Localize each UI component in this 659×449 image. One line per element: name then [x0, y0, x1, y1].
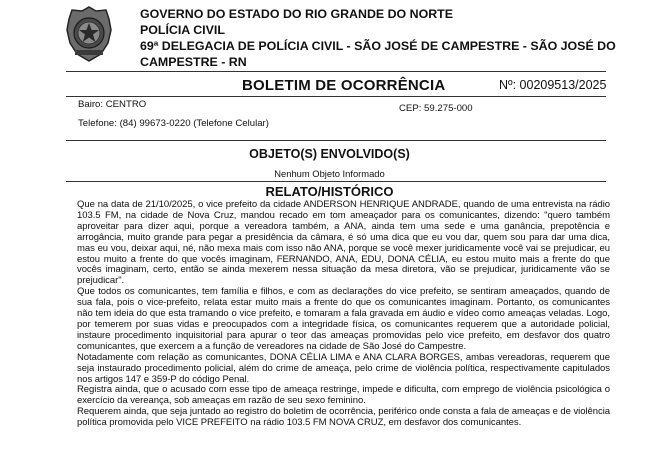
divider — [66, 71, 606, 72]
header-police: POLÍCIA CIVIL — [140, 23, 225, 37]
relato-paragraph: Registra ainda, que o acusado com esse tipo de ameaça restringe, impede e dificulta, com emprego de violência psicológica o exercício da vereança, sob ameaças em razão de seu sexo feminino. — [77, 384, 610, 407]
boletim-title: BOLETIM DE OCORRÊNCIA — [242, 77, 446, 94]
relato-paragraph: Que na data de 21/10/2025, o vice prefeito da cidade ANDERSON HENRIQUE ANDRADE, quando de uma entrevista na rádio 103.5 FM, na cidade de Nova Cruz, mandou recado em tom ameaçador para os comunicantes, dizendo: "quero também aproveitar para dizer aqui, porque a vereadora também, a ANA, ainda tem uma sede e uma ganância, prepotência e arrogância, muito grande para pegar a presidência da câmara, é só uma dica que eu vou dar, quem sou para dar uma dica, mas eu vou, deixar aqui, né, não mexa mais com isso não ANA, porque se você mexer juridicamente você vai se prejudicar, eu estou muito a frente do que vocês imaginam, FERNANDO, ANA, EDU, DONA CÉLIA, eu estou muito mais a frente do que vocês imaginam, certo, então se ainda mexerem nessa situação da mesa diretora, vão se prejudicar, juridicamente vão se prejudicar". — [77, 199, 610, 287]
relato-title: RELATO/HISTÓRICO — [265, 184, 394, 199]
divider — [66, 181, 606, 182]
bairro-field: Bairo: CENTRO — [78, 99, 147, 110]
objeto-value: Nenhum Objeto Informado — [274, 168, 385, 179]
header-delegacia: 69ª DELEGACIA DE POLÍCIA CIVIL - SÃO JOSÉ DE CAMPESTRE - SÃO JOSÉ DO — [140, 39, 616, 53]
divider — [66, 96, 606, 97]
document-header — [140, 6, 655, 70]
header-government: GOVERNO DO ESTADO DO RIO GRANDE DO NORTE — [140, 7, 453, 21]
boletim-number: Nº: 00209513/2025 — [499, 78, 607, 92]
police-badge-icon — [66, 6, 112, 62]
relato-paragraph: Notadamente com relação as comunicantes, DONA CÉLIA LIMA e ANA CLARA BORGES, ambas vereadoras, requerem que seja instaurado procedimento policial, além do crime de ameaça, pelo crime de violência política, respectivamente capitulados nos artigos 147 e 359-P do código Penal. — [77, 351, 610, 385]
relato-paragraph: Requerem ainda, que seja juntado ao registro do boletim de ocorrência, periférico onde consta a fala de ameaças e de violência política promovida pelo VICE PREFEITO na rádio 103.5 FM NOVA CRUZ, em desfavor dos comunicantes. — [77, 406, 610, 429]
objeto-title: OBJETO(S) ENVOLVIDO(S) — [249, 147, 410, 161]
relato-body — [77, 200, 610, 429]
header-city: CAMPESTRE - RN — [140, 55, 247, 69]
relato-paragraph: Que todos os comunicantes, tem família e filhos, e com as declarações do vice prefeito, se sentiram ameaçados, quando de sua fala, pois o vice-prefeito, relata estar muito mais a frente do que os comunicantes imaginam. Portanto, os comunicantes não tem ideia do que esta tramando o vice prefeito, e tomaram a fala gravada em áudio e vídeo como ameaças veladas. Logo, por temerem por suas vidas e preocupados com a integridade física, os comunicantes requerem que a autoridade policial, instaure procedimento inquisitorial para apurar o teor das ameaças promovidas pelo vice prefeito, em desfavor dos quatro comunicantes, que exercem a a função de vereadores na cidade de São José do Campestre. — [77, 286, 610, 352]
telefone-field: Telefone: (84) 99673-0220 (Telefone Celular) — [78, 118, 269, 129]
divider — [66, 140, 606, 141]
cep-field: CEP: 59.275-000 — [399, 103, 473, 114]
